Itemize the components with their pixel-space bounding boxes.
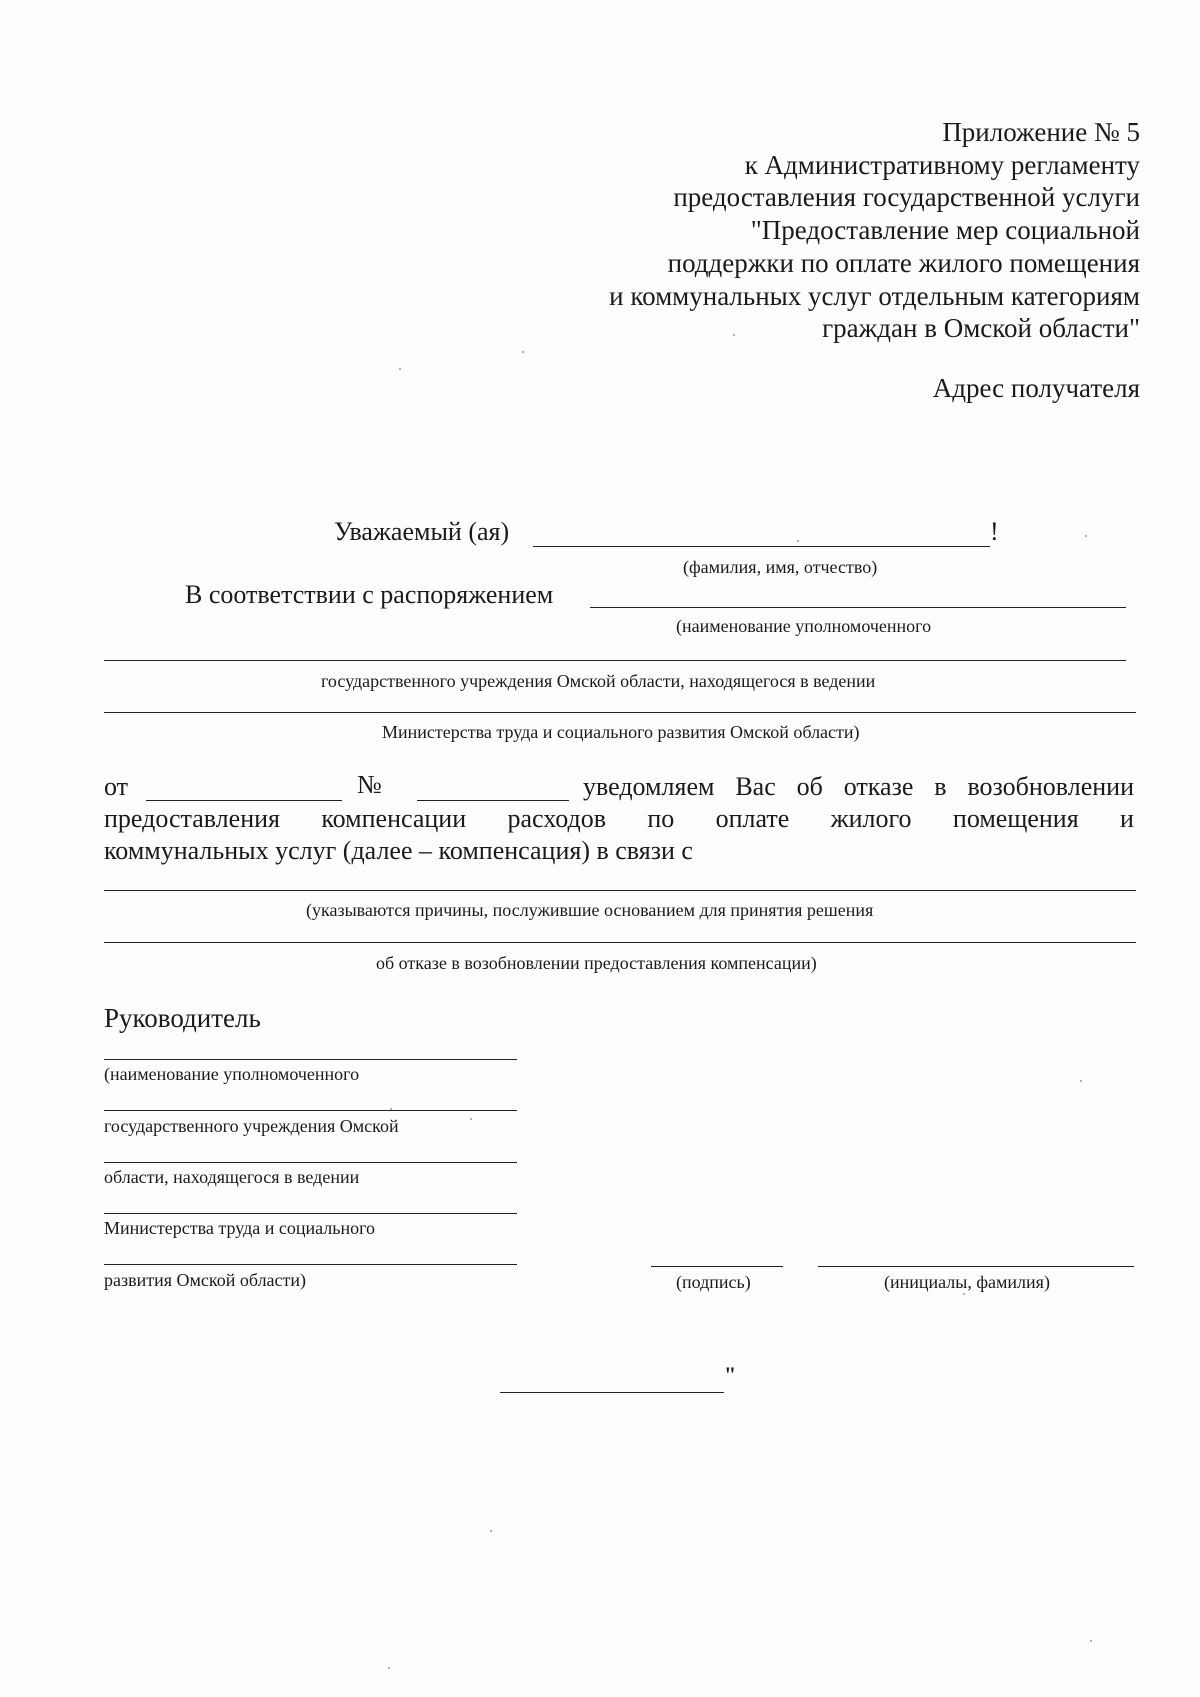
recipient-name-line[interactable] (533, 546, 990, 547)
scan-speck (490, 1530, 492, 1532)
order-prefix: В соответствии с распоряжением (185, 580, 554, 609)
body-word: компенсации (321, 804, 467, 833)
recipient-name-caption: (фамилия, имя, отчество) (683, 557, 878, 577)
body-word: уведомляем (583, 772, 715, 801)
annex-line: предоставления государственной услуги (673, 182, 1140, 213)
body-line-2 (104, 804, 1134, 834)
scan-speck (470, 1118, 472, 1120)
order-line-3[interactable] (104, 712, 1136, 713)
org-line-3[interactable] (104, 1162, 517, 1163)
scan-speck (390, 1108, 392, 1110)
order-line[interactable] (590, 607, 1126, 608)
org-caption-2: государственного учреждения Омской (104, 1116, 399, 1136)
body-word: отказе (843, 772, 914, 801)
order-caption-2: государственного учреждения Омской области, находящегося в ведении (321, 671, 876, 691)
org-caption-3: области, находящегося в ведении (104, 1167, 360, 1187)
body-line-3: коммунальных услуг (далее – компенсация) в связи с (104, 836, 693, 865)
scan-speck (522, 351, 524, 353)
number-line[interactable] (417, 800, 569, 801)
annex-line: и коммунальных услуг отдельным категориям (609, 280, 1140, 311)
reasons-line-1[interactable] (104, 890, 1136, 891)
annex-line: граждан в Омской области" (822, 313, 1140, 344)
body-line-1 (583, 772, 1134, 802)
body-word: в (934, 772, 947, 801)
body-word: жилого (830, 804, 912, 833)
body-word: возобновлении (967, 772, 1134, 801)
scan-speck (963, 1293, 965, 1295)
body-word: об (796, 772, 823, 801)
annex-header (609, 116, 1140, 345)
org-line-1[interactable] (104, 1059, 517, 1060)
name-initials-line[interactable] (818, 1266, 1134, 1267)
scan-speck (797, 540, 799, 542)
reasons-line-2[interactable] (104, 942, 1136, 943)
body-word: помещения (952, 804, 1079, 833)
reasons-caption-2: об отказе в возобновлении предоставления компенсации) (376, 953, 817, 973)
greeting-exclamation: ! (990, 517, 999, 546)
body-word: по (647, 804, 675, 833)
annex-line: поддержки по оплате жилого помещения (667, 247, 1140, 278)
body-word: оплате (715, 804, 790, 833)
org-line-2[interactable] (104, 1110, 517, 1111)
org-caption-5: развития Омской области) (104, 1270, 307, 1290)
scan-speck (399, 368, 401, 370)
recipient-address-label: Адрес получателя (932, 373, 1140, 403)
annex-line: к Административному регламенту (744, 149, 1140, 180)
body-word: и (1120, 804, 1134, 833)
org-caption-4: Министерства труда и социального (104, 1218, 376, 1238)
body-word: предоставления (104, 804, 280, 833)
annex-line: Приложение № 5 (942, 117, 1140, 147)
scan-speck (1080, 1080, 1082, 1082)
greeting-prefix: Уважаемый (ая) (334, 517, 510, 546)
date-line[interactable] (146, 800, 342, 801)
body-word: Вас (735, 772, 776, 801)
org-line-5[interactable] (104, 1264, 517, 1265)
scan-speck (1090, 1640, 1092, 1642)
order-line-2[interactable] (104, 660, 1126, 661)
scan-speck (733, 334, 735, 336)
body-word: расходов (507, 804, 606, 833)
order-caption-3: Министерства труда и социального развития Омской области) (382, 722, 860, 742)
scan-speck (388, 1667, 390, 1669)
order-caption-1: (наименование уполномоченного (676, 616, 932, 636)
scan-speck (1085, 535, 1087, 537)
org-caption-1: (наименование уполномоченного (104, 1064, 360, 1084)
signature-line[interactable] (651, 1266, 783, 1267)
reasons-caption-1: (указываются причины, послужившие основанием для принятия решения (306, 900, 874, 920)
date-quote-mark: " (724, 1362, 737, 1387)
annex-line: "Предоставление мер социальной (750, 215, 1140, 246)
number-label: № (357, 770, 382, 799)
org-line-4[interactable] (104, 1213, 517, 1214)
name-initials-caption: (инициалы, фамилия) (884, 1272, 1050, 1292)
date-bottom-line[interactable] (500, 1392, 724, 1393)
from-label: от (104, 772, 129, 801)
signature-caption: (подпись) (676, 1272, 751, 1292)
head-label: Руководитель (104, 1003, 261, 1033)
